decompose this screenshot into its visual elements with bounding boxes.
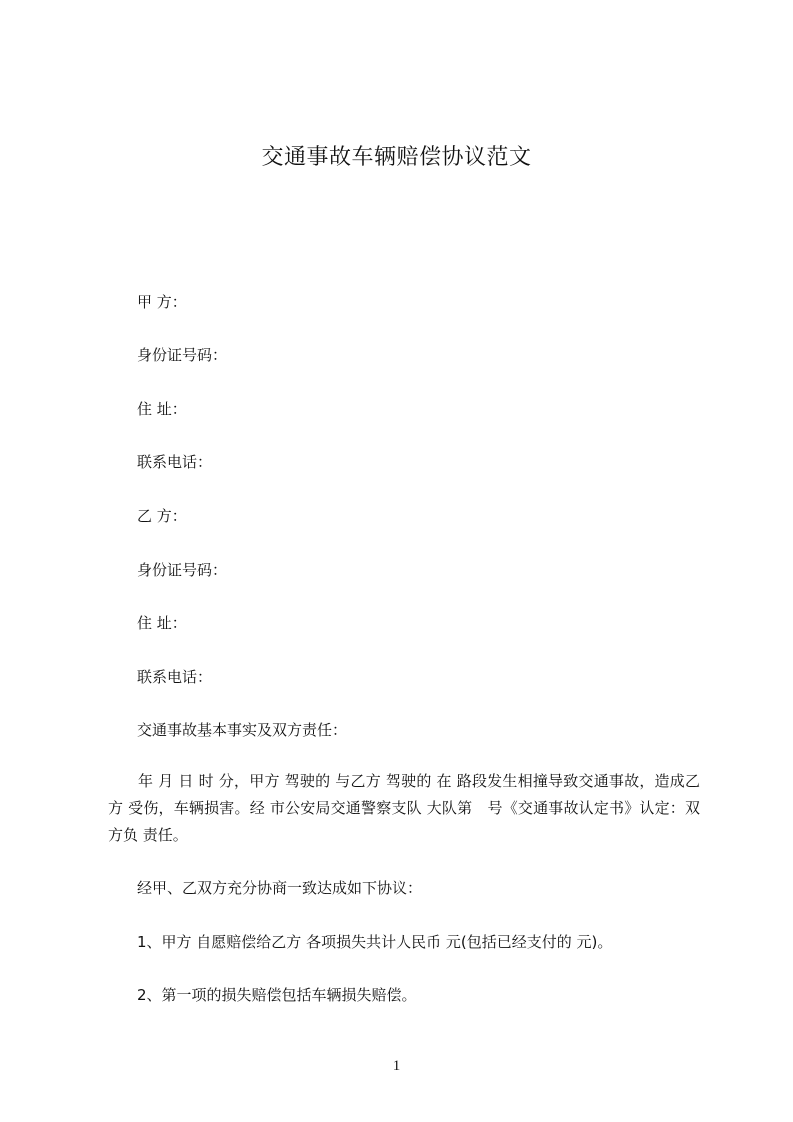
party-a-phone-label: 联系电话： bbox=[137, 453, 213, 471]
party-b-id-label: 身份证号码： bbox=[137, 561, 228, 579]
facts-heading: 交通事故基本事实及双方责任： bbox=[137, 721, 348, 739]
clause-2: 2、第一项的损失赔偿包括车辆损失赔偿。 bbox=[137, 986, 417, 1004]
party-a-name-label: 甲 方： bbox=[137, 293, 187, 311]
page-number: 1 bbox=[392, 1058, 401, 1074]
party-b-name-label: 乙 方： bbox=[137, 507, 187, 525]
party-b-address-label: 住 址： bbox=[137, 614, 187, 632]
party-a-address-label: 住 址： bbox=[137, 400, 187, 418]
facts-paragraph: 年 月 日 时 分，甲方 驾驶的 与乙方 驾驶的 在 路段发生相撞导致交通事故，造成乙方 受伤，车辆损害。经 市公安局交通警察支队 大队第 号《交通事故认定书》认定：双方负 责任。 bbox=[108, 772, 700, 844]
party-a-id-label: 身份证号码： bbox=[137, 346, 228, 364]
agreement-intro: 经甲、乙双方充分协商一致达成如下协议： bbox=[137, 879, 423, 897]
page-title: 交通事故车辆赔偿协议范文 bbox=[261, 145, 532, 170]
party-b-phone-label: 联系电话： bbox=[137, 668, 213, 686]
clause-1: 1、甲方 自愿赔偿给乙方 各项损失共计人民币 元(包括已经支付的 元)。 bbox=[137, 933, 613, 951]
